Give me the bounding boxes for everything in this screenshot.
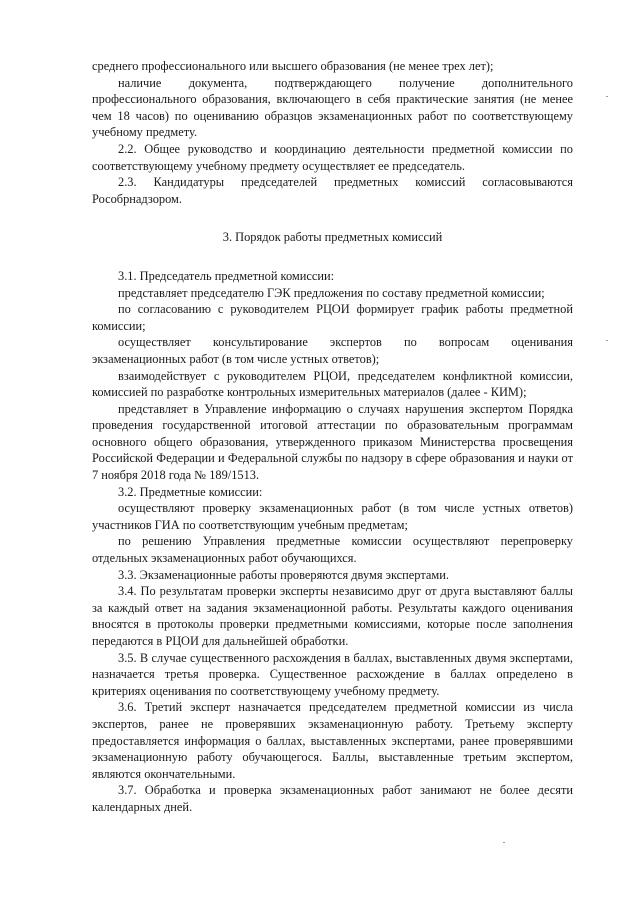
scan-speck — [606, 340, 608, 341]
paragraph-main-1: представляет председателю ГЭК предложения по составу предметной комиссии; — [118, 285, 545, 300]
paragraph-main-2: по согласованию с руководителем РЦОИ формирует график работы предметной комиссии; — [92, 302, 573, 333]
paragraph-main-7: осуществляют проверку экзаменационных работ (в том числе устных ответов) участников ГИА по соответствующим учебным предметам; — [92, 501, 573, 532]
paragraph-main-8: по решению Управления предметные комиссии осуществляют перепроверку отдельных экзаменационных работ обучающихся. — [92, 534, 573, 566]
paragraph-main-6: 3.2. Предметные комиссии: — [118, 484, 263, 499]
section-heading: 3. Порядок работы предметных комиссий — [222, 230, 443, 245]
paragraph-main-3: осуществляет консультирование экспертов по вопросам оценивания экзаменационных работ (в том числе устных ответов); — [92, 335, 573, 366]
paragraph-main-10: 3.4. По результатам проверки эксперты независимо друг от друга выставляют баллы за каждый ответ на задания экзаменационной работы. Результаты каждого оценивания вносятся в протоколы проверки предметными комиссиями, которые после заполнения передаются в РЦОИ для дальнейшей обработки. — [92, 584, 573, 648]
paragraph-main-9: 3.3. Экзаменационные работы проверяются двумя экспертами. — [118, 567, 449, 582]
paragraph-top-0: среднего профессионального или высшего образования (не менее трех лет); — [92, 59, 494, 73]
paragraph-main-12: 3.6. Третий эксперт назначается председателем предметной комиссии из числа экспертов, ранее не проверявших экзаменационную работу. Третьему эксперту предоставляется информация о баллах, выставленных экспертами, ранее проверявшими экзаменационную работу обучающегося. Баллы, выставленные третьим экспертом, являются окончательными. — [92, 700, 573, 781]
paragraph-top-2: 2.2. Общее руководство и координацию деятельности предметной комиссии по соответствующему учебному предмету осуществляет ее председатель. — [92, 141, 573, 173]
paragraph-main-13: 3.7. Обработка и проверка экзаменационных работ занимают не более десяти календарных дней. — [92, 783, 573, 814]
paragraph-main-4: взаимодействует с руководителем РЦОИ, председателем конфликтной комиссии, комиссией по разработке контрольных измерительных материалов (далее - КИМ); — [92, 368, 573, 400]
scan-speck — [606, 96, 608, 97]
paragraph-top-1: наличие документа, подтверждающего получение дополнительного профессионального образования, включающего в себя практические занятия (не менее чем 18 часов) по оцениванию образцов экзаменационных работ по соответствующему учебному предмету. — [92, 75, 573, 140]
scan-speck — [503, 842, 505, 843]
paragraph-main-11: 3.5. В случае существенного расхождения в баллах, выставленных двумя экспертами, назначается третья проверка. Существенное расхождение в баллах определено в критериях оценивания по соответствующему учебному предмету. — [92, 650, 573, 698]
paragraph-top-3: 2.3. Кандидатуры председателей предметных комиссий согласовываются Рособрнадзором. — [92, 175, 573, 206]
paragraph-main-0: 3.1. Председатель предметной комиссии: — [118, 268, 335, 283]
paragraph-main-5: представляет в Управление информацию о случаях нарушения экспертом Порядка проведения государственной итоговой аттестации по образовательным программам основного общего образования, утвержденного приказом Министерства просвещения Российской Федерации и Федеральной службы по надзору в сфере образования и науки от 7 ноября 2018 года № 189/1513. — [92, 401, 573, 483]
document-page — [92, 58, 573, 816]
